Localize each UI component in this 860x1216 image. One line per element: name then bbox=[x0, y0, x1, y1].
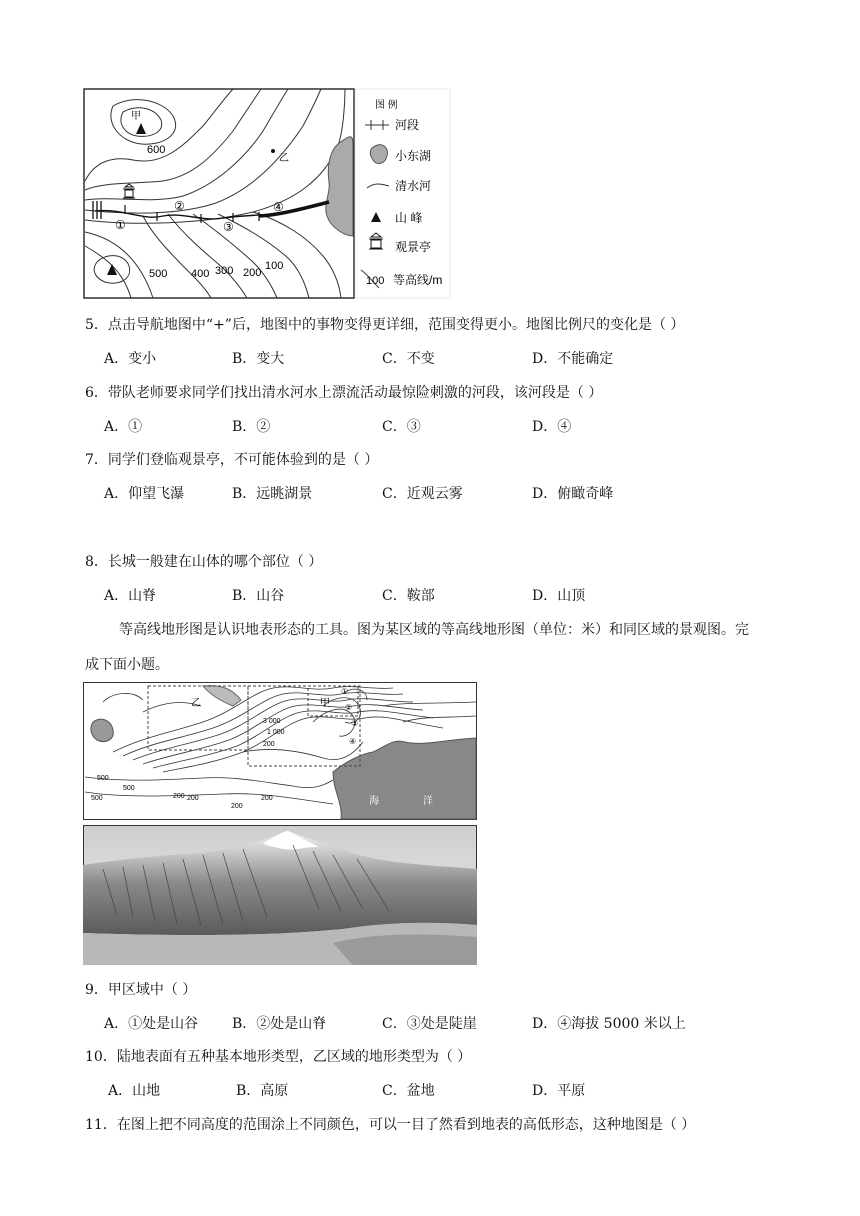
map2-patch-1 bbox=[91, 719, 113, 741]
landscape-image-svg bbox=[83, 825, 477, 965]
legend-item-lake: 小东湖 bbox=[395, 149, 432, 163]
map1-label-jia: 甲 bbox=[131, 111, 141, 122]
map2-marker-4: ④ bbox=[349, 737, 357, 746]
map1-label-yi: 乙 bbox=[279, 153, 289, 164]
q7-option-a[interactable]: A．仰望飞瀑 bbox=[104, 486, 185, 502]
map2-sea-label-2: 洋 bbox=[423, 796, 433, 807]
q10-option-a[interactable]: A．山地 bbox=[108, 1083, 161, 1099]
q9-option-d[interactable]: D．④海拔 5000 米以上 bbox=[532, 1016, 686, 1032]
map2-contour-3000: 3 000 bbox=[263, 718, 281, 725]
q8-option-c[interactable]: C．鞍部 bbox=[382, 588, 435, 604]
map2-marker-3: ③ bbox=[351, 719, 359, 728]
q6-option-d[interactable]: D．④ bbox=[532, 419, 572, 435]
intro-line-1: 等高线地形图是认识地表形态的工具。图为某区域的等高线地形图（单位：米）和同区域的景观图。完 bbox=[119, 622, 749, 638]
q7-stem: 7．同学们登临观景亭，不可能体验到的是（ ） bbox=[85, 452, 379, 468]
q9-option-c[interactable]: C．③处是陡崖 bbox=[382, 1016, 477, 1032]
q10-stem: 10．陆地表面有五种基本地形类型，乙区域的地形类型为（ ） bbox=[85, 1049, 472, 1065]
q10-option-b[interactable]: B．高原 bbox=[236, 1083, 289, 1099]
map2-contour-1000: 1 000 bbox=[267, 729, 285, 736]
map2-contour-200a: 200 bbox=[263, 741, 275, 748]
q5-option-a[interactable]: A．变小 bbox=[104, 351, 157, 367]
q9-option-b[interactable]: B．②处是山脊 bbox=[232, 1016, 327, 1032]
contour-map-1-svg bbox=[83, 86, 454, 302]
q5-option-c[interactable]: C．不变 bbox=[382, 351, 435, 367]
q7-option-d[interactable]: D．俯瞰奇峰 bbox=[532, 486, 614, 502]
legend-item-contour: 等高线/m bbox=[393, 273, 443, 287]
contour-label-200: 200 bbox=[243, 267, 262, 279]
map2-sea-label-1: 海 bbox=[369, 796, 379, 807]
map2-contour-500b: 500 bbox=[123, 785, 135, 792]
legend-item-river-segment: 河段 bbox=[395, 118, 420, 132]
contour-map-1 bbox=[83, 86, 454, 302]
contour-map-2-svg bbox=[83, 682, 477, 820]
q5-option-b[interactable]: B．变大 bbox=[232, 351, 285, 367]
contour-label-400: 400 bbox=[191, 268, 210, 280]
segment-label-4: ④ bbox=[273, 200, 284, 214]
q10-option-d[interactable]: D．平原 bbox=[532, 1083, 586, 1099]
q8-option-d[interactable]: D．山顶 bbox=[532, 588, 586, 604]
q7-option-b[interactable]: B．远眺湖景 bbox=[232, 486, 313, 502]
q8-stem: 8．长城一般建在山体的哪个部位（ ） bbox=[85, 554, 323, 570]
map2-contour-200b: 200 bbox=[173, 793, 185, 800]
contour-label-500: 500 bbox=[149, 268, 168, 280]
intro-line-2: 成下面小题。 bbox=[85, 657, 169, 673]
legend-title: 图 例 bbox=[375, 100, 398, 111]
legend-contour-sample: 100 bbox=[366, 275, 385, 287]
segment-label-2: ② bbox=[174, 199, 185, 213]
legend-item-peak: 山 峰 bbox=[395, 211, 423, 225]
q11-stem: 11．在图上把不同高度的范围涂上不同颜色，可以一目了然看到地表的高低形态，这种地图是（ ） bbox=[85, 1117, 696, 1133]
landscape-sea bbox=[333, 935, 477, 965]
contour-label-300: 300 bbox=[215, 265, 234, 277]
q6-stem: 6．带队老师要求同学们找出清水河水上漂流活动最惊险刺激的河段，该河段是（ ） bbox=[85, 385, 603, 401]
q9-option-a[interactable]: A．①处是山谷 bbox=[104, 1016, 199, 1032]
map2-contour-500a: 500 bbox=[97, 775, 109, 782]
q5-option-d[interactable]: D．不能确定 bbox=[532, 351, 614, 367]
q9-stem: 9．甲区域中（ ） bbox=[85, 982, 197, 998]
legend-item-river: 清水河 bbox=[395, 179, 432, 193]
segment-label-1: ① bbox=[115, 218, 126, 232]
segment-label-3: ③ bbox=[223, 220, 234, 234]
map2-contour-200e: 200 bbox=[261, 795, 273, 802]
map2-contour-200c: 200 bbox=[187, 795, 199, 802]
q8-option-b[interactable]: B．山谷 bbox=[232, 588, 285, 604]
q6-option-a[interactable]: A．① bbox=[104, 419, 143, 435]
map2-marker-1: ① bbox=[341, 687, 349, 696]
map2-contour-500c: 500 bbox=[91, 795, 103, 802]
point-yi bbox=[271, 149, 275, 153]
q6-option-c[interactable]: C．③ bbox=[382, 419, 421, 435]
landscape-image bbox=[83, 825, 477, 965]
map2-marker-2: ② bbox=[345, 703, 353, 712]
map2-label-yi: 乙 bbox=[191, 698, 201, 709]
map2-contour-200d: 200 bbox=[231, 803, 243, 810]
q10-option-c[interactable]: C．盆地 bbox=[382, 1083, 435, 1099]
q6-option-b[interactable]: B．② bbox=[232, 419, 271, 435]
contour-label-100: 100 bbox=[265, 260, 284, 272]
map2-label-jia: 甲 bbox=[320, 698, 330, 709]
legend-item-pavilion: 观景亭 bbox=[395, 240, 432, 254]
q5-stem: 5．点击导航地图中“+”后，地图中的事物变得更详细，范围变得更小。地图比例尺的变化是（ ） bbox=[85, 317, 685, 333]
contour-map-2 bbox=[83, 682, 477, 820]
q7-option-c[interactable]: C．近观云雾 bbox=[382, 486, 463, 502]
q8-option-a[interactable]: A．山脊 bbox=[104, 588, 157, 604]
contour-label-600: 600 bbox=[147, 144, 166, 156]
